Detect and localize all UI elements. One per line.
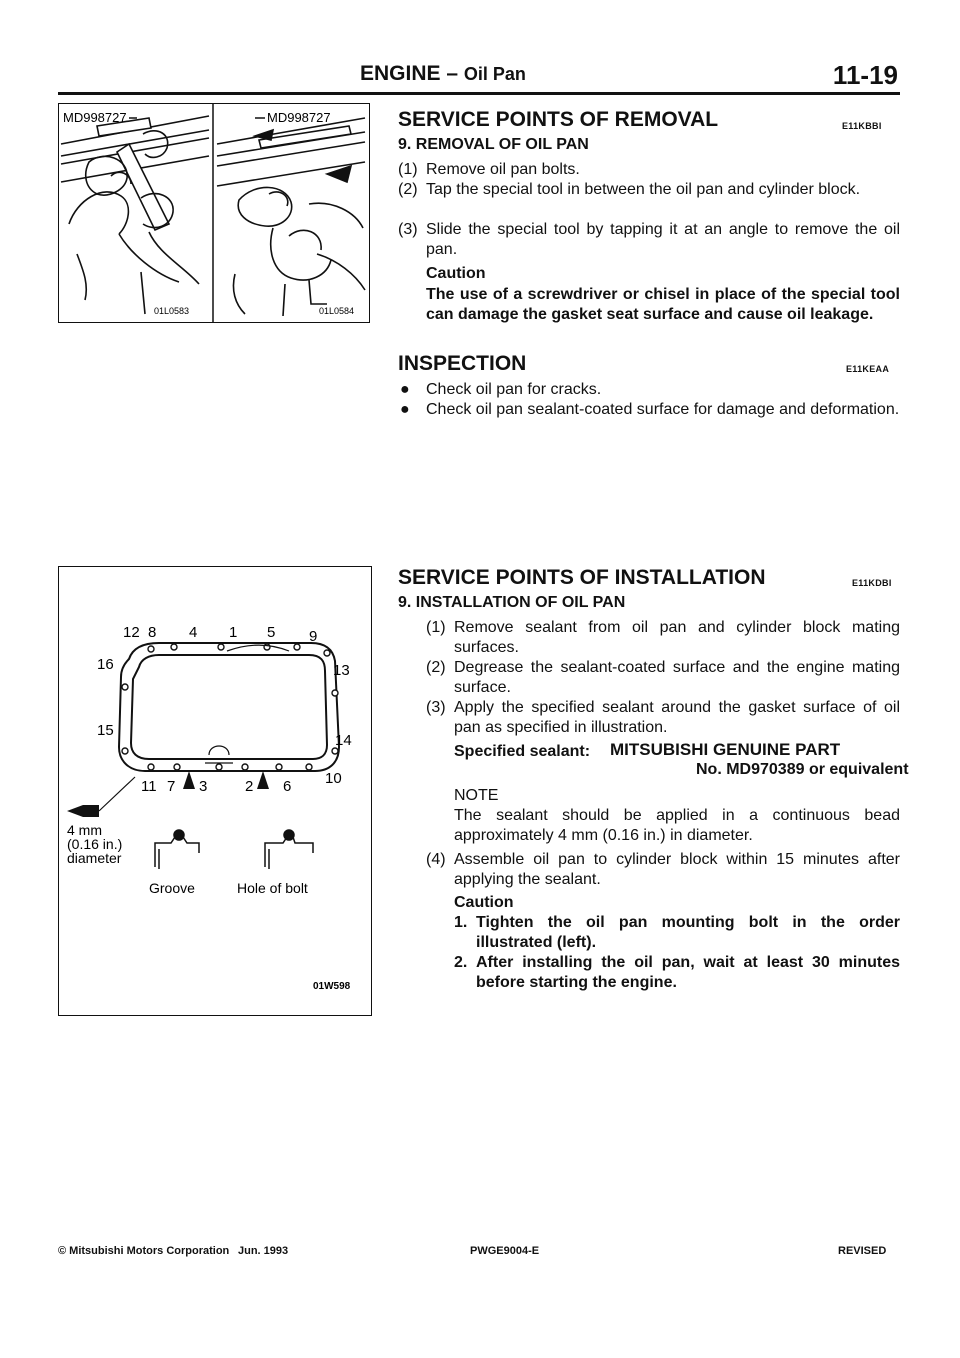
left-panel-drawing	[61, 116, 209, 314]
figure-code-left: 01L0583	[154, 306, 190, 316]
caution-number: 1.	[454, 914, 468, 931]
note-text: The sealant should be applied in a continuous bead approximately 4 mm (0.16 in.) in diameter.	[454, 807, 900, 844]
removal-section-title: SERVICE POINTS OF REMOVAL	[398, 108, 719, 131]
footer-status: REVISED	[838, 1245, 887, 1257]
step-text: Apply the specified sealant around the gasket surface of oil pan as specified in illustration.	[454, 699, 900, 736]
footer-doc-code: PWGE9004-E	[470, 1245, 540, 1257]
groove-section	[155, 830, 199, 869]
installation-step-3	[426, 698, 900, 738]
header-section: ENGINE	[360, 62, 441, 85]
tool-label-right: MD998727	[267, 110, 331, 125]
installation-section-code: E11KDBI	[852, 578, 892, 588]
installation-step-4	[426, 850, 900, 890]
inspection-bullet-1	[398, 380, 900, 400]
step-text: Degrease the sealant-coated surface and the engine mating surface.	[454, 659, 900, 696]
step-text: Tap the special tool in between the oil pan and cylinder block.	[426, 181, 861, 198]
bolt-order-2: 2	[245, 778, 254, 795]
footer-date: Jun. 1993	[238, 1245, 289, 1257]
caution-number: 2.	[454, 954, 468, 971]
bolt-hole-section	[265, 830, 313, 869]
removal-caution-title: Caution	[426, 265, 486, 282]
step-text: Remove oil pan bolts.	[426, 161, 580, 178]
installation-subtitle: 9. INSTALLATION OF OIL PAN	[398, 594, 626, 611]
step-number: (1)	[426, 619, 446, 636]
groove-label: Groove	[149, 880, 195, 896]
inspection-code: E11KEAA	[846, 364, 890, 374]
inspection-bullet-2	[398, 400, 900, 440]
figure-code-right: 01L0584	[319, 306, 355, 316]
bolt-order-10: 10	[325, 770, 342, 787]
bolt-order-1: 1	[229, 624, 238, 641]
caution-item-1	[454, 913, 900, 953]
sealant-spec-value-1: MITSUBISHI GENUINE PART	[610, 740, 841, 759]
step-text: Assemble oil pan to cylinder block within 15 minutes after applying the sealant.	[454, 851, 900, 888]
bullet-dot-icon: ●	[400, 381, 410, 398]
bolt-order-9: 9	[309, 628, 318, 645]
page-header-title	[360, 62, 526, 86]
bullet-text: Check oil pan sealant-coated surface for damage and deformation.	[426, 401, 900, 418]
header-subsection: Oil Pan	[463, 64, 526, 84]
bead-size-line-2: (0.16 in.)	[67, 836, 123, 852]
bolt-order-13: 13	[333, 662, 350, 679]
bolt-order-3: 3	[199, 778, 208, 795]
hole-of-bolt-label: Hole of bolt	[237, 880, 308, 896]
pointer-triangle-icon	[183, 771, 195, 789]
figure-code-bottom: 01W598	[313, 981, 351, 992]
installation-section-title: SERVICE POINTS OF INSTALLATION	[398, 566, 766, 589]
caution-item-2	[454, 953, 900, 993]
pointer-triangle-icon	[257, 771, 269, 789]
removal-illustration	[59, 104, 369, 322]
figure-oil-pan-removal	[58, 103, 370, 323]
step-number: (2)	[426, 659, 446, 676]
step-text: Slide the special tool by tapping it at an angle to remove the oil pan.	[426, 221, 900, 258]
right-panel-drawing	[217, 118, 365, 316]
header-rule	[58, 92, 900, 95]
sealant-spec-value-2: No. MD970389 or equivalent	[696, 761, 909, 778]
removal-subtitle: 9. REMOVAL OF OIL PAN	[398, 136, 589, 153]
sealant-spec-label: Specified sealant:	[454, 743, 591, 760]
figure-oil-pan-installation	[58, 566, 372, 1016]
installation-step-2	[426, 658, 900, 698]
bolt-order-4: 4	[189, 624, 198, 641]
bolt-order-14: 14	[335, 732, 352, 749]
bolt-order-5: 5	[267, 624, 276, 641]
bullet-dot-icon: ●	[400, 401, 410, 418]
bead-size-line-3: diameter	[67, 850, 122, 866]
bolt-order-11: 11	[141, 778, 157, 795]
bolt-order-7: 7	[167, 778, 176, 795]
step-number: (3)	[426, 699, 446, 716]
step-text: Remove sealant from oil pan and cylinder block mating surfaces.	[454, 619, 900, 656]
bolt-order-8: 8	[148, 624, 157, 641]
installation-step-1	[426, 618, 900, 658]
step-number: (4)	[426, 851, 446, 868]
bolt-order-15: 15	[97, 722, 114, 739]
step-number: (2)	[398, 181, 418, 198]
header-dash: –	[446, 62, 459, 85]
tool-label-left: MD998727	[63, 110, 127, 125]
caution-text: Tighten the oil pan mounting bolt in the order illustrated (left).	[476, 914, 900, 951]
bolt-order-12: 12	[123, 624, 140, 641]
removal-section-code: E11KBBI	[842, 121, 882, 131]
bolt-order-16: 16	[97, 656, 114, 673]
bolt-holes	[122, 644, 338, 770]
bolt-order-6: 6	[283, 778, 292, 795]
page-number: 11-19	[832, 60, 898, 90]
step-number: (3)	[398, 221, 418, 238]
installation-caution-title: Caution	[454, 894, 514, 911]
step-number: (1)	[398, 161, 418, 178]
bead-size-line-1: 4 mm	[67, 822, 102, 838]
bullet-text: Check oil pan for cracks.	[426, 381, 602, 398]
caution-text: After installing the oil pan, wait at least 30 minutes before starting the engine.	[476, 954, 900, 991]
footer-copyright: © Mitsubishi Motors Corporation	[58, 1245, 230, 1257]
removal-step-3	[398, 220, 900, 260]
removal-caution-text: The use of a screwdriver or chisel in place of the special tool can damage the gasket seat surface and cause oil leakage.	[426, 286, 900, 323]
inspection-title: INSPECTION	[398, 352, 527, 375]
removal-step-1	[398, 160, 900, 180]
sealant-tube-icon	[67, 777, 135, 817]
removal-step-2	[398, 180, 900, 220]
installation-illustration	[59, 567, 371, 1015]
note-title: NOTE	[454, 787, 499, 804]
